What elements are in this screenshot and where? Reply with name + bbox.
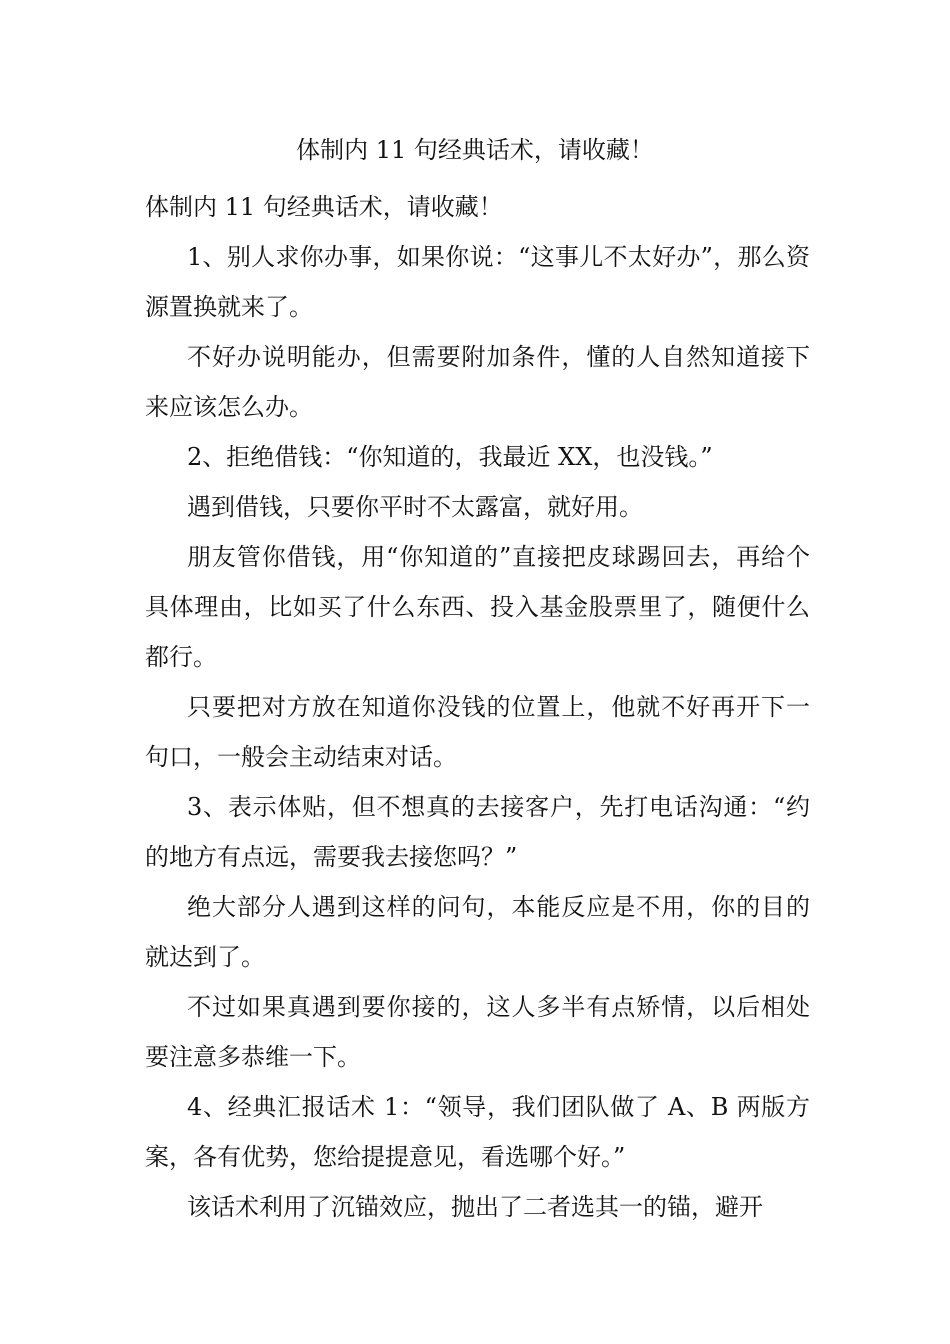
tip-4-heading: 4、经典汇报话术 1：“领导，我们团队做了 A、B 两版方案，各有优势，您给提提意见，看选哪个好。”: [145, 1093, 810, 1171]
tip-1-heading: 1、别人求你办事，如果你说：“这事儿不太好办”，那么资源置换就来了。: [145, 243, 810, 321]
tip-4-explanation: 该话术利用了沉锚效应，抛出了二者选其一的锚，避开: [187, 1193, 763, 1221]
tip-3-heading: 3、表示体贴，但不想真的去接客户，先打电话沟通：“约的地方有点远，需要我去接您吗？”: [145, 793, 810, 871]
tip-1-explanation: 不好办说明能办，但需要附加条件，懂的人自然知道接下来应该怎么办。: [145, 343, 810, 421]
tip-2-heading: 2、拒绝借钱：“你知道的，我最近 XX，也没钱。”: [187, 443, 713, 471]
document-title: 体制内 11 句经典话术，请收藏！: [296, 136, 654, 164]
intro-line: 体制内 11 句经典话术，请收藏！: [145, 193, 503, 221]
tip-3-explanation-1: 绝大部分人遇到这样的问句，本能反应是不用，你的目的就达到了。: [145, 893, 810, 971]
tip-2-explanation-3: 只要把对方放在知道你没钱的位置上，他就不好再开下一句口，一般会主动结束对话。: [145, 693, 810, 771]
document-body: [145, 182, 810, 1232]
tip-3-explanation-2: 不过如果真遇到要你接的，这人多半有点矫情，以后相处要注意多恭维一下。: [145, 993, 810, 1071]
tip-2-explanation-1: 遇到借钱，只要你平时不太露富，就好用。: [187, 493, 643, 521]
tip-2-explanation-2: 朋友管你借钱，用“你知道的”直接把皮球踢回去，再给个具体理由，比如买了什么东西、投入基金股票里了，随便什么都行。: [145, 543, 810, 671]
